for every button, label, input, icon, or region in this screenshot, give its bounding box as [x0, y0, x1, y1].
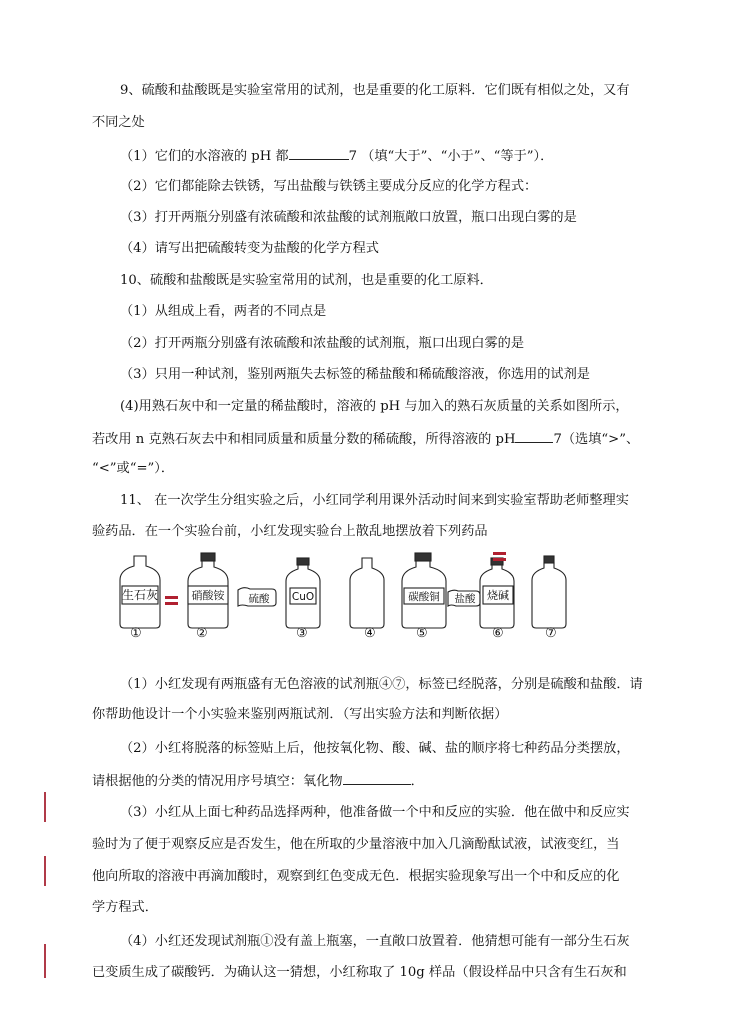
q11-part3-line1: （3）小红从上面七种药品选择两种，他准备做一个中和反应的实验．他在做中和反应实 [120, 805, 630, 820]
red-mark-2b [493, 558, 506, 561]
q10-part4-line3: “<”或“=”）． [92, 461, 175, 476]
q9-part4: （4）请写出把硫酸转变为盐酸的化学方程式 [120, 241, 379, 256]
margin-change-bar [44, 856, 46, 886]
answer-blank[interactable] [515, 429, 553, 443]
bottle-number-7: ⑦ [545, 626, 557, 641]
bottle-number-2: ② [196, 626, 208, 641]
reagent-bottles-figure [110, 552, 580, 646]
bottle-number-1: ① [130, 626, 142, 641]
q10-part1: （1）从组成上看，两者的不同点是 [120, 304, 327, 319]
label-b3: CuO [291, 591, 315, 603]
bottle-4 [350, 558, 384, 628]
q10-stem: 10、硫酸和盐酸既是实验室常用的试剂，也是重要的化工原料． [120, 273, 493, 288]
answer-blank[interactable] [343, 771, 411, 785]
q9-stem-line2: 不同之处 [92, 115, 145, 130]
q11-part1-line2: 你帮助他设计一个小实验来鉴别两瓶试剂．（写出实验方法和判断依据） [92, 707, 508, 722]
q11-stem-line1: 11、 在一次学生分组实验之后，小红同学利用课外活动时间来到实验室帮助老师整理实 [120, 493, 629, 508]
label-b2: 硝酸铵 [191, 589, 225, 602]
q11-part3-line3: 他向所取的溶液中再滴加酸时，观察到红色变成无色．根据实验现象写出一个中和反应的化 [92, 869, 620, 884]
label-tag2: 盐酸 [454, 593, 476, 605]
q10-part3: （3）只用一种试剂，鉴别两瓶失去标签的稀盐酸和稀硫酸溶液，你选用的试剂是 [120, 367, 590, 382]
answer-blank[interactable] [289, 146, 349, 160]
bottle-number-4: ④ [364, 626, 376, 641]
q11-part3-line4: 学方程式． [92, 900, 158, 915]
q11-part3-line2: 验时为了便于观察反应是否发生，他在所取的少量溶液中加入几滴酚酞试液，试液变红，当 [92, 837, 620, 852]
bottle-number-6: ⑥ [492, 626, 504, 641]
q10-part2: （2）打开两瓶分别盛有浓硫酸和浓盐酸的试剂瓶，瓶口出现白雾的是 [120, 336, 525, 351]
margin-change-bar [44, 792, 46, 822]
q11-part1-line1: （1）小红发现有两瓶盛有无色溶液的试剂瓶④⑦，标签已经脱落，分别是硫酸和盐酸．请 [120, 677, 643, 692]
label-b5: 碳酸铜 [408, 591, 440, 603]
q9-part1 [120, 146, 553, 166]
red-mark-1b [165, 602, 178, 605]
q9-part1-text-a: （1）它们的水溶液的 pH 都 [120, 149, 289, 164]
red-mark-1 [165, 596, 178, 599]
q10-part4-text-a: 若改用 n 克熟石灰去中和相同质量和质量分数的稀硫酸，所得溶液的 pH [92, 432, 516, 447]
q9-part2: （2）它们都能除去铁锈，写出盐酸与铁锈主要成分反应的化学方程式： [120, 179, 538, 194]
label-tag1: 硫酸 [248, 593, 270, 605]
bottle-number-3: ③ [296, 626, 308, 641]
q11-part2-text-b: ． [410, 774, 424, 789]
q9-part1-text-b: 7 （填“大于”、“小于”、“等于”）． [348, 149, 554, 164]
margin-change-bar [44, 944, 46, 978]
q10-part4-line2 [92, 429, 639, 449]
q10-part4-text-b: 7（选填“>”、 [553, 432, 640, 447]
q9-stem-line1: 9、硫酸和盐酸既是实验室常用的试剂，也是重要的化工原料．它们既有相似之处，又有 [120, 83, 630, 98]
q10-part4-line1: (4)用熟石灰中和一定量的稀盐酸时，溶液的 pH 与加入的熟石灰质量的关系如图所示， [120, 399, 629, 414]
bottle-7 [532, 556, 566, 628]
q11-part2-text-a: 请根据他的分类的情况用序号填空：氧化物 [92, 774, 343, 789]
q11-stem-line2: 验药品．在一个实验台前，小红发现实验台上散乱地摆放着下列药品 [92, 524, 488, 539]
bottle-number-5: ⑤ [416, 626, 428, 641]
label-b6: 烧碱 [487, 589, 509, 602]
q9-part3: （3）打开两瓶分别盛有浓硫酸和浓盐酸的试剂瓶敞口放置，瓶口出现白雾的是 [120, 210, 577, 225]
q11-part4-line2: 已变质生成了碳酸钙．为确认这一猜想，小红称取了 10g 样品（假设样品中只含有生石灰和 [92, 965, 627, 980]
q11-part2-line1: （2）小红将脱落的标签贴上后，他按氧化物、酸、碱、盐的顺序将七种药品分类摆放， [120, 741, 630, 756]
q11-part2-line2 [92, 771, 424, 791]
red-mark-2 [493, 552, 506, 555]
label-b1: 生石灰 [121, 588, 159, 602]
q11-part4-line1: （4）小红还发现试剂瓶①没有盖上瓶塞，一直敞口放置着．他猜想可能有一部分生石灰 [120, 934, 630, 949]
